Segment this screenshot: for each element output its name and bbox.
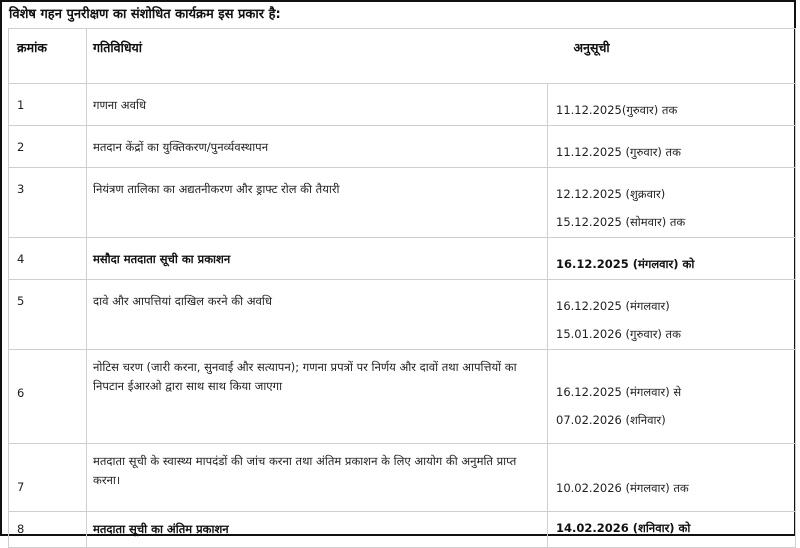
row-serial: 3 <box>9 168 87 238</box>
schedule-date: 16.12.2025 (मंगलवार) से <box>556 385 682 399</box>
row-schedule <box>548 238 796 280</box>
row-schedule <box>548 168 796 238</box>
row-activity: दावे और आपत्तियां दाखिल करने की अवधि <box>87 280 548 350</box>
column-header-serial: क्रमांक <box>9 29 87 84</box>
table-row <box>9 238 796 280</box>
schedule-date: 15.12.2025 (सोमवार) तक <box>556 215 686 229</box>
row-activity: मसौदा मतदाता सूची का प्रकाशन <box>87 238 548 280</box>
row-serial: 2 <box>9 126 87 168</box>
schedule-date: 14.02.2026 (शनिवार) को <box>556 521 691 535</box>
table-row <box>9 168 796 238</box>
table-row <box>9 126 796 168</box>
table-row <box>9 84 796 126</box>
row-schedule <box>548 512 796 548</box>
row-serial: 1 <box>9 84 87 126</box>
row-serial: 5 <box>9 280 87 350</box>
row-schedule <box>548 280 796 350</box>
document-heading: विशेष गहन पुनरीक्षण का संशोधित कार्यक्रम इस प्रकार है: <box>9 7 281 22</box>
schedule-date: 11.12.2025(गुरुवार) तक <box>556 103 678 117</box>
row-activity: मतदाता सूची के स्वास्थ्य मापदंडों की जांच करना तथा अंतिम प्रकाशन के लिए आयोग की अनुमति प्राप्त करना। <box>87 444 548 512</box>
row-schedule <box>548 126 796 168</box>
row-activity: नियंत्रण तालिका का अद्यतनीकरण और ड्राफ्ट रोल की तैयारी <box>87 168 548 238</box>
schedule-date: 16.12.2025 (मंगलवार) <box>556 299 670 313</box>
schedule-table <box>8 28 796 548</box>
schedule-date: 07.02.2026 (शनिवार) <box>556 413 666 427</box>
column-header-activities <box>87 29 548 84</box>
schedule-date: 12.12.2025 (शुक्रवार) <box>556 187 666 201</box>
table-row <box>9 512 796 548</box>
column-header-schedule-label: अनुसूची <box>573 40 610 55</box>
column-header-activities-label: गतिविधियां <box>93 40 143 55</box>
table-row <box>9 444 796 512</box>
row-activity: गणना अवधि <box>87 84 548 126</box>
row-serial: 4 <box>9 238 87 280</box>
row-schedule <box>548 350 796 444</box>
row-activity: नोटिस चरण (जारी करना, सुनवाई और सत्यापन); गणना प्रपत्रों पर निर्णय और दावों तथा आपत्तियों का निपटान ईआरओ द्वारा साथ साथ किया जाएगा <box>87 350 548 444</box>
schedule-date: 11.12.2025 (गुरुवार) तक <box>556 145 681 159</box>
row-activity: मतदाता सूची का अंतिम प्रकाशन <box>87 512 548 548</box>
row-schedule <box>548 444 796 512</box>
row-serial: 7 <box>9 444 87 512</box>
schedule-date: 16.12.2025 (मंगलवार) को <box>556 257 695 271</box>
table-header-row <box>9 29 796 84</box>
schedule-date: 15.01.2026 (गुरुवार) तक <box>556 327 681 341</box>
row-serial: 8 <box>9 512 87 548</box>
row-serial: 6 <box>9 350 87 444</box>
row-activity: मतदान केंद्रों का युक्तिकरण/पुनर्व्यवस्थापन <box>87 126 548 168</box>
schedule-date: 10.02.2026 (मंगलवार) तक <box>556 481 689 495</box>
column-header-schedule <box>548 29 796 84</box>
row-schedule <box>548 84 796 126</box>
table-row <box>9 350 796 444</box>
table-row <box>9 280 796 350</box>
